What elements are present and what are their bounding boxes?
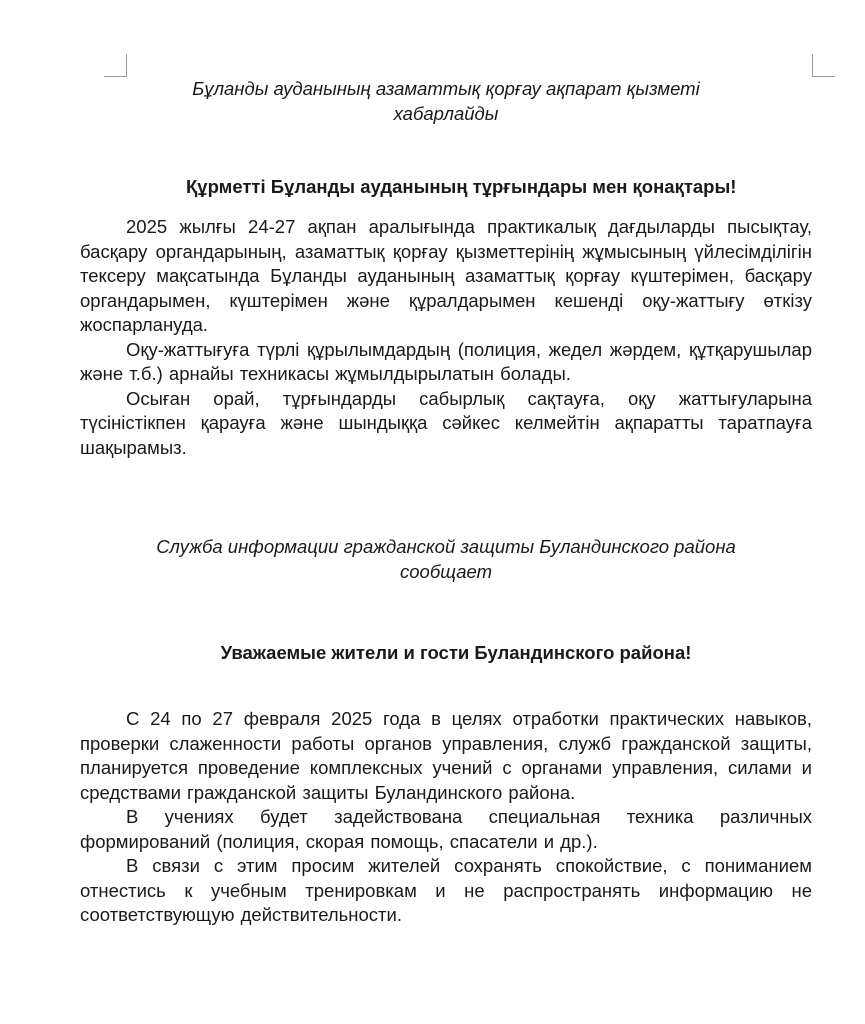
- kz-paragraph-1: 2025 жылғы 24-27 ақпан аралығында практикалық дағдыларды пысықтау, басқару органдарының, азаматтық қорғау қызметтерінің жұмысының үйлесімділігін тексеру мақсатында Бұланды ауданының азаматтық қорғау күштерімен, басқару органдарымен, күштерімен және құралдарымен кешенді оқу-жаттығу өткізу жоспарлануда.: [80, 216, 812, 335]
- ru-title-line-2: сообщает: [400, 561, 492, 582]
- kz-announcement-title: [80, 76, 812, 126]
- ru-paragraph-3: В связи с этим просим жителей сохранять спокойствие, с пониманием отнестись к учебным тренировкам и не распространять информацию не соответствующую действительности.: [80, 855, 812, 925]
- margin-corner-mark-right: [812, 54, 835, 77]
- ru-paragraph-1: С 24 по 27 февраля 2025 года в целях отработки практических навыков, проверки слаженности работы органов управления, служб гражданской защиты, планируется проведение комплексных учений с органами управления, силами и средствами гражданской защиты Буландинского района.: [80, 708, 812, 803]
- kz-greeting-heading: Құрметті Бұланды ауданының тұрғындары мен қонақтары!: [186, 176, 737, 197]
- document-page: [80, 76, 812, 928]
- kz-paragraph-2: Оқу-жаттығуға түрлі құрылымдардың (полиция, жедел жәрдем, құтқарушылар және т.б.) арнайы техникасы жұмылдырылатын болады.: [80, 338, 812, 384]
- ru-announcement-title: [80, 534, 812, 584]
- margin-corner-mark-left: [104, 54, 127, 77]
- ru-greeting-heading: Уважаемые жители и гости Буландинского района!: [220, 642, 692, 663]
- ru-paragraph-2: В учениях будет задействована специальная техника различных формирований (полиция, скорая помощь, спасатели и др.).: [80, 806, 812, 852]
- kz-paragraph-3: Осыған орай, тұрғындарды сабырлық сақтауға, оқу жаттығуларына түсіністікпен қарауға және шындыққа сәйкес келмейтін ақпаратты таратпауға шақырамыз.: [80, 387, 812, 458]
- kz-body-text: [80, 215, 812, 460]
- kz-title-line-1: Бұланды ауданының азаматтық қорғау ақпарат қызметі: [192, 78, 700, 99]
- ru-title-line-1: Служба информации гражданской защиты Буландинского района: [156, 536, 736, 557]
- ru-body-text: [80, 707, 812, 928]
- kz-title-line-2: хабарлайды: [393, 103, 499, 124]
